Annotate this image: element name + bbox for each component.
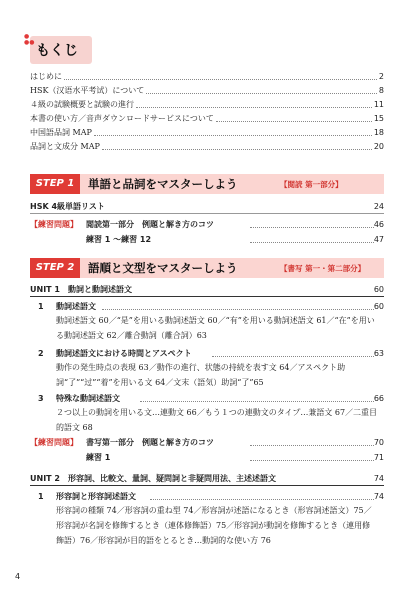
step2-header [30,258,384,278]
toc-entry[interactable] [30,100,384,110]
leader-dots [102,309,374,310]
step2-exercise-link[interactable]: 練習 1 [86,453,111,462]
sec3-title[interactable]: 特殊な動詞述語文 [56,394,120,403]
leader-dots [212,356,374,357]
toc-entry[interactable] [30,142,384,152]
step1-header [30,174,384,194]
step1-practice-page: 46 [373,220,384,229]
leader-dots [250,242,374,243]
leader-dots [250,460,374,461]
toc-entry[interactable] [30,128,384,138]
decorative-dots-icon: ● ●● [24,33,35,46]
toc-entry-label: はじめに [30,72,62,81]
sec1-title[interactable]: 動詞述語文 [56,302,96,311]
sec3-number: 3 [38,394,44,403]
toc-entry-page: 18 [373,128,384,137]
toc-entry-page: 15 [373,114,384,123]
sec1-number: 1 [38,302,44,311]
step1-word-list-page: 24 [373,202,384,211]
sec3-body: ２つ以上の動詞を用いる文…連動文 66／もう１つの連動文のタイプ…兼語文 67／二重目的語文 68 [56,408,378,432]
step1-practice-title[interactable]: 閲読第一部分 例題と解き方のコツ [86,220,214,229]
leader-dots [140,401,374,402]
leader-dots [102,148,372,150]
unit2-rule [30,485,384,486]
step1-title: 単語と品詞をマスターしよう [88,177,238,191]
toc-entry-label: 品詞と文成分 MAP [30,142,100,151]
sec4-body: 形容詞の種類 74／形容詞の重ね型 74／形容詞が述語になるとき（形容詞述語文）75／形容詞が名詞を修飾するとき（連体修飾語）75／形容詞が動詞を修飾するとき（連用修飾語）76／形容詞が目的語をとるとき…動詞的な使い方 76 [56,506,372,545]
sec2-page: 63 [373,349,384,358]
leader-dots [250,227,374,228]
step1-exercise-link[interactable]: 練習 1 ～練習 12 [86,235,152,244]
toc-entry-label: ４級の試験概要と試験の進行 [30,100,134,109]
leader-dots [136,106,372,108]
step1-tag: STEP 1 [30,174,80,194]
leader-dots [150,499,374,500]
contents-heading: もくじ [36,43,78,59]
step2-subtitle: 【書写 第一・第二部分】 [280,264,366,273]
step2-practice-page: 70 [373,438,384,447]
toc-entry[interactable] [30,114,384,124]
step1-subtitle: 【閲読 第一部分】 [280,180,343,189]
sec4-title[interactable]: 形容詞と形容詞述語文 [56,492,136,501]
leader-dots [146,92,377,94]
unit1-heading[interactable]: UNIT 1 動詞と動詞述語文 [30,285,132,294]
toc-entry[interactable] [30,86,384,96]
step2-title: 語順と文型をマスターしよう [88,261,238,275]
sec2-title[interactable]: 動詞述語文における時間とアスペクト [56,349,192,358]
leader-dots [64,78,377,80]
sec4-page: 74 [373,492,384,501]
toc-entry-page: 20 [373,142,384,151]
step2-exercise-page: 71 [373,453,384,462]
unit2-heading[interactable]: UNIT 2 形容詞、比較文、量詞、疑問詞と非疑問用法、主述述語文 [30,474,276,483]
unit1-rule [30,296,384,297]
sec4-number: 1 [38,492,44,501]
toc-entry-label: 中国語品詞 MAP [30,128,92,137]
page-number: 4 [15,572,21,581]
step1-word-list-link[interactable]: HSK 4級単語リスト [30,202,105,211]
sec2-body: 動作の発生時点の表現 63／動作の進行、状態の持続を表す文 64／アスペクト助詞“了”“过”“着”を用いる文 64／文末（語気）助詞“了”65 [56,363,346,387]
sec3-page: 66 [373,394,384,403]
unit1-page: 60 [373,285,384,294]
step2-practice-tag: 【練習問題】 [30,438,78,447]
toc-entry-label: HSK（汉语水平考试）について [30,86,145,95]
sec1-page: 60 [373,302,384,311]
sec1-body: 動詞述語文 60／“是”を用いる動詞述語文 60／“有”を用いる動詞述語文 61／“在”を用いる動詞述語文 62／離合動詞（離合詞）63 [56,316,375,340]
toc-entry-page: 8 [378,86,384,95]
toc-entry[interactable] [30,72,384,82]
step2-tag: STEP 2 [30,258,80,278]
step2-practice-title[interactable]: 書写第一部分 例題と解き方のコツ [86,438,214,447]
step1-practice-tag: 【練習問題】 [30,220,78,229]
toc-entry-label: 本書の使い方／音声ダウンロードサービスについて [30,114,214,123]
leader-dots [94,134,372,136]
leader-dots [216,120,372,122]
sec2-number: 2 [38,349,44,358]
toc-entry-page: 11 [373,100,384,109]
step1-exercise-page: 47 [373,235,384,244]
divider [30,213,384,214]
toc-entry-page: 2 [378,72,384,81]
leader-dots [250,445,374,446]
unit2-page: 74 [373,474,384,483]
